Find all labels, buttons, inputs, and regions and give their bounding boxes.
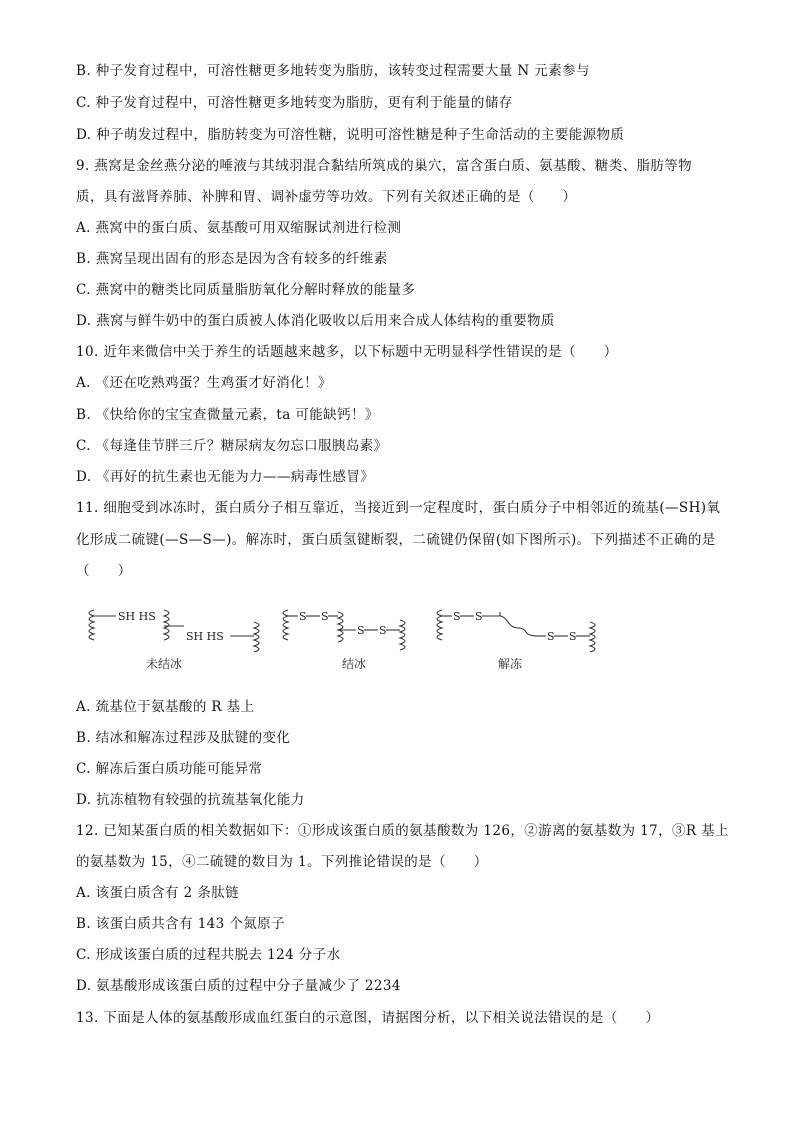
- protein-coil-1a: [89, 610, 94, 640]
- option-10d: D. 《再好的抗生素也无能为力——病毒性感冒》: [76, 469, 375, 485]
- option-11b: B. 结冰和解冻过程涉及肽键的变化: [76, 730, 291, 746]
- question-10: 10. 近年来微信中关于养生的话题越来越多，以下标题中无明显科学性错误的是（ ）: [76, 344, 618, 360]
- option-8b: B. 种子发育过程中，可溶性糖更多地转变为脂肪，该转变过程需要大量 N 元素参与: [76, 63, 590, 79]
- question-11-line-2: 化形成二硫键(—S—S—)。解冻时，蛋白质氢键断裂，二硫键仍保留(如下图所示)。下列描述不正确的是: [76, 532, 716, 548]
- option-11c: C. 解冻后蛋白质功能可能异常: [76, 761, 263, 777]
- unfolded-chain: [500, 616, 538, 636]
- question-12-line-2: 的氨基数为 15，④二硫键的数目为 1。下列推论错误的是（ ）: [76, 854, 488, 870]
- label-s-6: S: [475, 610, 483, 623]
- option-8c: C. 种子发育过程中，可溶性糖更多地转变为脂肪，更有利于能量的储存: [76, 95, 513, 111]
- protein-coil-2a: [283, 610, 288, 640]
- option-12a: A. 该蛋白质含有 2 条肽链: [76, 885, 240, 901]
- question-11-line-1: 11. 细胞受到冰冻时，蛋白质分子相互靠近，当接近到一定程度时，蛋白质分子中相邻近的巯基(—SH)氧: [76, 500, 721, 516]
- caption-unfrozen: 未结冰: [146, 657, 183, 671]
- label-s-4: S: [379, 624, 387, 637]
- label-s-5: S: [453, 610, 461, 623]
- protein-coil-3b: [590, 622, 595, 652]
- question-12-line-1: 12. 已知某蛋白质的相关数据如下：①形成该蛋白质的氨基酸数为 126，②游离的氨基数为 17，③R 基上: [76, 823, 729, 839]
- question-11-line-3: （ ）: [76, 563, 132, 579]
- option-12c: C. 形成该蛋白质的过程共脱去 124 分子水: [76, 947, 341, 963]
- figure-svg: [80, 600, 620, 678]
- caption-thawed: 解冻: [498, 657, 523, 671]
- option-9d: D. 燕窝与鲜牛奶中的蛋白质被人体消化吸收以后用来合成人体结构的重要物质: [76, 313, 555, 329]
- label-s-2: S: [321, 610, 329, 623]
- option-8d: D. 种子萌发过程中，脂肪转变为可溶性糖，说明可溶性糖是种子生命活动的主要能源物质: [76, 127, 625, 143]
- caption-frozen: 结冰: [342, 657, 367, 671]
- option-9b: B. 燕窝呈现出固有的形态是因为含有较多的纤维素: [76, 251, 388, 267]
- disulfide-bond-figure: [80, 600, 620, 678]
- protein-coil-3a: [437, 610, 442, 640]
- protein-coil-2b: [338, 612, 343, 642]
- option-11d: D. 抗冻植物有较强的抗巯基氧化能力: [76, 792, 305, 808]
- option-11a: A. 巯基位于氨基酸的 R 基上: [76, 699, 255, 715]
- option-12b: B. 该蛋白质共含有 143 个氮原子: [76, 916, 285, 932]
- question-13: 13. 下面是人体的氨基酸形成血红蛋白的示意图，请据图分析，以下相关说法错误的是（ ）: [76, 1010, 660, 1026]
- option-9c: C. 燕窝中的糖类比同质量脂肪氧化分解时释放的能量多: [76, 282, 416, 298]
- label-s-8: S: [569, 630, 577, 643]
- label-sh-hs-1: SH HS: [118, 610, 156, 623]
- protein-coil-1b: [164, 610, 169, 640]
- label-sh-hs-2: SH HS: [186, 630, 224, 643]
- option-12d: D. 氨基酸形成该蛋白质的过程中分子量减少了 2234: [76, 978, 401, 994]
- option-10a: A. 《还在吃熟鸡蛋？生鸡蛋才好消化！》: [76, 375, 332, 391]
- option-10c: C. 《每逢佳节胖三斤？糖尿病友勿忘口服胰岛素》: [76, 438, 388, 454]
- label-s-7: S: [547, 630, 555, 643]
- protein-coil-2c: [400, 620, 405, 650]
- option-10b: B. 《快给你的宝宝查微量元素，ta 可能缺钙！》: [76, 407, 379, 423]
- question-9-line-1: 9. 燕窝是金丝燕分泌的唾液与其绒羽混合黏结所筑成的巢穴，富含蛋白质、氨基酸、糖类、脂肪等物: [76, 158, 693, 174]
- protein-coil-1c: [254, 622, 259, 652]
- question-9-line-2: 质，具有滋肾养肺、补脾和胃、调补虚劳等功效。下列有关叙述正确的是（ ）: [76, 189, 577, 205]
- label-s-1: S: [299, 610, 307, 623]
- option-9a: A. 燕窝中的蛋白质、氨基酸可用双缩脲试剂进行检测: [76, 220, 402, 236]
- label-s-3: S: [357, 624, 365, 637]
